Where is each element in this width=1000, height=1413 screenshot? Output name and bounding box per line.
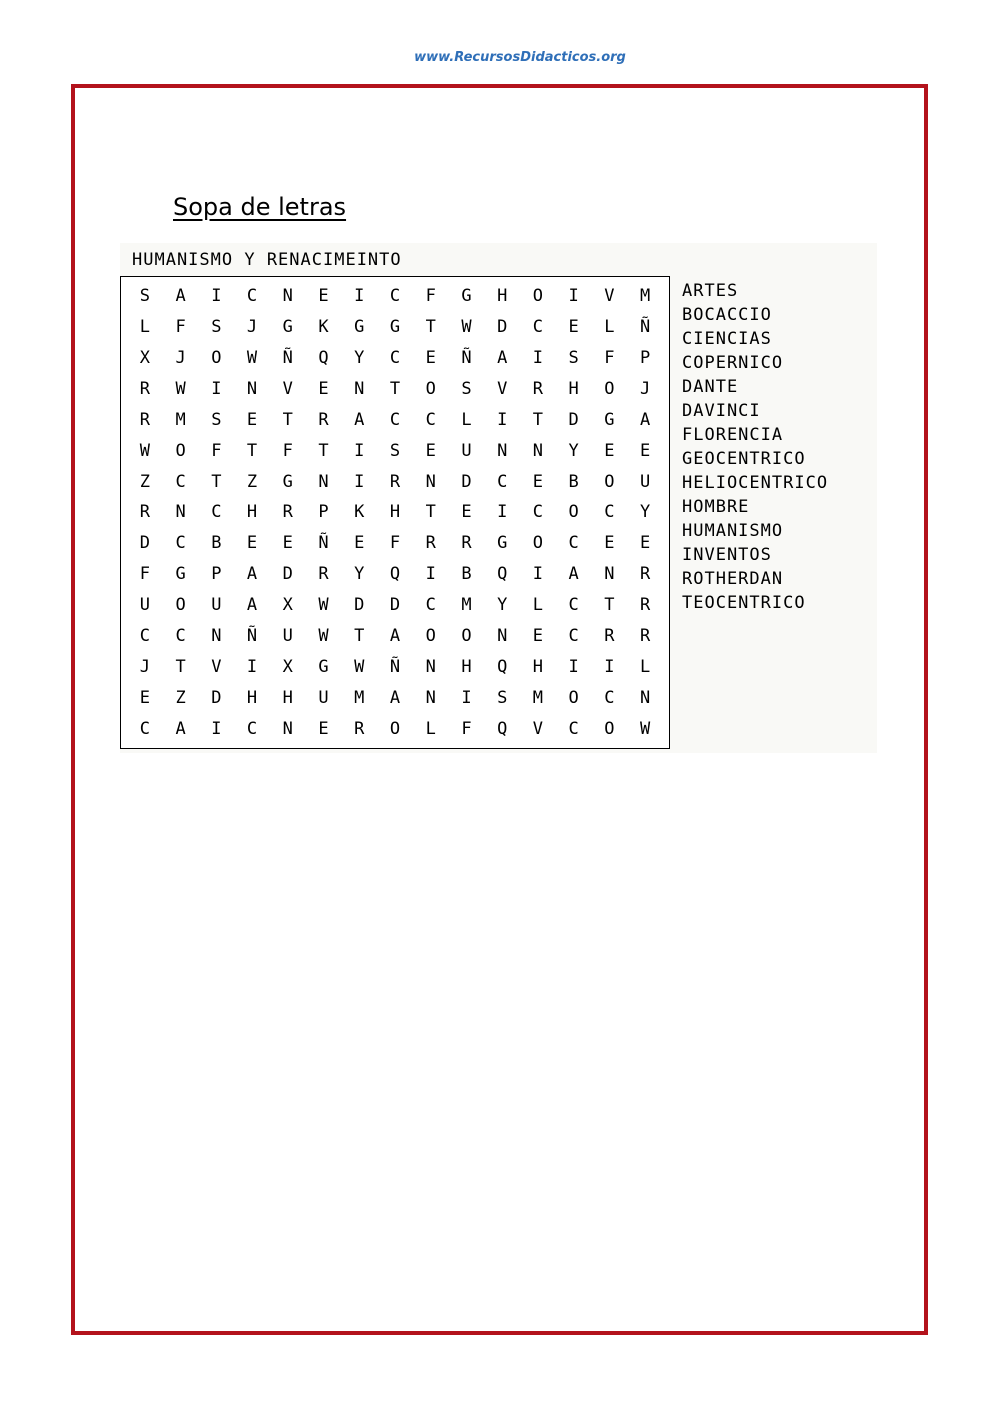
grid-cell: H <box>282 687 293 708</box>
word-list-item: HELIOCENTRICO <box>682 473 829 493</box>
grid-cell: C <box>211 502 222 523</box>
grid-cell: Z <box>175 687 186 708</box>
grid-cell: C <box>175 625 186 646</box>
grid-cell: E <box>640 440 651 461</box>
grid-cell: Q <box>497 718 508 739</box>
grid-cell: H <box>568 379 579 400</box>
grid-cell: O <box>175 595 186 616</box>
grid-cell: V <box>282 379 293 400</box>
word-list-item: CIENCIAS <box>682 329 772 349</box>
grid-cell: G <box>461 286 472 307</box>
grid-cell: Y <box>568 440 579 461</box>
grid-cell: R <box>139 502 150 523</box>
grid-cell: U <box>282 625 293 646</box>
grid-cell: F <box>175 317 186 338</box>
word-list-item: ROTHERDAN <box>682 569 784 589</box>
grid-cell: F <box>389 533 401 554</box>
grid-cell: Q <box>318 348 329 369</box>
grid-cell: W <box>318 625 329 646</box>
grid-cell: J <box>246 317 258 338</box>
grid-cell: N <box>354 379 365 400</box>
grid-cell: T <box>532 409 544 430</box>
grid-cell: T <box>354 625 365 646</box>
grid-cell: N <box>246 379 258 400</box>
grid-cell: G <box>282 317 293 338</box>
word-list-item: INVENTOS <box>682 545 772 565</box>
grid-cell: V <box>497 379 508 400</box>
grid-cell: T <box>604 595 615 616</box>
grid-cell: E <box>425 440 436 461</box>
grid-cell: F <box>425 286 436 307</box>
grid-cell: R <box>532 379 544 400</box>
grid-cell: X <box>282 656 293 677</box>
grid-cell: U <box>640 471 651 492</box>
grid-cell: M <box>532 687 544 708</box>
grid-cell: F <box>461 718 472 739</box>
grid-cell: R <box>389 471 401 492</box>
grid-cell: N <box>211 625 222 646</box>
grid-cell: N <box>175 502 186 523</box>
page-title: Sopa de letras <box>173 193 347 221</box>
grid-cell: C <box>175 471 186 492</box>
grid-cell: C <box>139 625 150 646</box>
grid-cell: E <box>246 533 258 554</box>
grid-cell: S <box>389 440 401 461</box>
grid-cell: S <box>139 286 150 307</box>
grid-cell: R <box>640 564 651 585</box>
grid-cell: I <box>211 379 222 400</box>
grid-cell: A <box>246 564 258 585</box>
grid-cell: T <box>175 656 186 677</box>
grid-cell: H <box>532 656 544 677</box>
word-list-item: FLORENCIA <box>682 425 784 445</box>
grid-cell: M <box>640 286 651 307</box>
grid-cell: C <box>389 348 401 369</box>
grid-cell: A <box>246 595 258 616</box>
grid-cell: R <box>461 533 472 554</box>
grid-cell: S <box>211 317 222 338</box>
grid-cell: N <box>282 286 293 307</box>
grid-cell: O <box>211 348 222 369</box>
grid-cell: K <box>354 502 365 523</box>
grid-cell: C <box>175 533 186 554</box>
grid-cell: E <box>568 317 579 338</box>
grid-cell: H <box>389 502 401 523</box>
grid-cell: D <box>497 317 508 338</box>
grid-cell: E <box>604 533 615 554</box>
grid-cell: M <box>175 409 186 430</box>
grid-cell: O <box>604 379 615 400</box>
letter-grid <box>120 276 670 749</box>
word-list-item: HOMBRE <box>682 497 750 517</box>
grid-cell: B <box>461 564 472 585</box>
grid-cell: G <box>282 471 293 492</box>
grid-cell: R <box>282 502 293 523</box>
grid-cell: S <box>497 687 508 708</box>
grid-cell: R <box>640 625 651 646</box>
grid-cell: E <box>318 718 329 739</box>
grid-cell: S <box>568 348 579 369</box>
grid-cell: U <box>318 687 329 708</box>
grid-cell: I <box>497 502 508 523</box>
grid-cell: N <box>497 625 508 646</box>
word-list-item: DAVINCI <box>682 401 761 421</box>
grid-cell: D <box>139 533 150 554</box>
grid-cell: D <box>568 409 579 430</box>
grid-cell: E <box>139 687 150 708</box>
grid-cell: O <box>175 440 186 461</box>
grid-cell: N <box>425 656 436 677</box>
grid-cell: N <box>282 718 293 739</box>
grid-cell: Ñ <box>640 317 651 338</box>
puzzle-heading: HUMANISMO Y RENACIMEINTO <box>132 250 402 270</box>
grid-cell: A <box>389 687 401 708</box>
grid-cell: H <box>246 502 258 523</box>
grid-cell: H <box>497 286 508 307</box>
grid-cell: A <box>354 409 365 430</box>
grid-cell: P <box>640 348 651 369</box>
grid-cell: T <box>318 440 329 461</box>
grid-cell: Q <box>389 564 401 585</box>
grid-cell: K <box>318 317 329 338</box>
word-list-item: TEOCENTRICO <box>682 593 806 613</box>
grid-cell: I <box>354 471 365 492</box>
site-url-link[interactable]: www.RecursosDidacticos.org <box>414 50 626 65</box>
grid-cell: I <box>246 656 258 677</box>
grid-cell: Ñ <box>461 348 472 369</box>
grid-cell: I <box>461 687 472 708</box>
grid-cell: X <box>282 595 293 616</box>
grid-cell: F <box>211 440 222 461</box>
grid-cell: Z <box>246 471 258 492</box>
grid-cell: G <box>604 409 615 430</box>
grid-cell: L <box>139 317 150 338</box>
grid-cell: N <box>425 471 436 492</box>
grid-cell: R <box>139 379 150 400</box>
grid-cell: N <box>318 471 329 492</box>
grid-cell: A <box>640 409 651 430</box>
grid-cell: I <box>497 409 508 430</box>
grid-cell: M <box>354 687 365 708</box>
grid-cell: U <box>139 595 150 616</box>
grid-cell: N <box>425 687 436 708</box>
word-list-item: COPERNICO <box>682 353 784 373</box>
grid-cell: R <box>318 409 329 430</box>
grid-cell: W <box>139 440 150 461</box>
grid-cell: R <box>318 564 329 585</box>
grid-cell: C <box>568 595 579 616</box>
grid-cell: J <box>139 656 150 677</box>
grid-cell: S <box>211 409 222 430</box>
grid-cell: D <box>461 471 472 492</box>
grid-cell: A <box>175 286 186 307</box>
grid-cell: Z <box>139 471 150 492</box>
word-list-item: DANTE <box>682 377 739 397</box>
grid-cell: H <box>246 687 258 708</box>
grid-cell: C <box>532 317 544 338</box>
grid-cell: W <box>461 317 472 338</box>
grid-cell: V <box>211 656 222 677</box>
grid-cell: Ñ <box>389 656 401 677</box>
grid-cell: A <box>389 625 401 646</box>
grid-cell: O <box>604 471 615 492</box>
grid-cell: B <box>211 533 222 554</box>
grid-cell: W <box>175 379 186 400</box>
grid-cell: N <box>640 687 651 708</box>
grid-cell: Y <box>640 502 651 523</box>
grid-cell: U <box>461 440 472 461</box>
word-list <box>682 279 828 615</box>
grid-cell: G <box>318 656 329 677</box>
grid-cell: I <box>425 564 436 585</box>
grid-cell: E <box>425 348 436 369</box>
grid-cell: I <box>532 348 544 369</box>
word-list-item: HUMANISMO <box>682 521 784 541</box>
grid-cell: E <box>246 409 258 430</box>
grid-cell: C <box>389 409 401 430</box>
grid-cell: V <box>604 286 615 307</box>
grid-cell: C <box>139 718 150 739</box>
grid-cell: Y <box>354 348 365 369</box>
grid-cell: C <box>532 502 544 523</box>
grid-cell: I <box>354 440 365 461</box>
grid-cell: Ñ <box>246 625 258 646</box>
grid-cell: H <box>461 656 472 677</box>
word-list-item: GEOCENTRICO <box>682 449 806 469</box>
grid-cell: I <box>211 286 222 307</box>
grid-cell: P <box>318 502 329 523</box>
grid-cell: O <box>425 625 436 646</box>
grid-cell: O <box>532 533 544 554</box>
grid-cell: D <box>211 687 222 708</box>
grid-cell: E <box>461 502 472 523</box>
grid-cell: O <box>568 687 579 708</box>
grid-cell: T <box>211 471 222 492</box>
grid-cell: G <box>354 317 365 338</box>
grid-cell: T <box>246 440 258 461</box>
grid-cell: O <box>532 286 544 307</box>
grid-cell: F <box>282 440 293 461</box>
grid-cell: I <box>354 286 365 307</box>
grid-cell: N <box>604 564 615 585</box>
grid-cell: I <box>568 286 579 307</box>
grid-cell: Ñ <box>282 348 293 369</box>
grid-cell: O <box>604 718 615 739</box>
grid-cell: W <box>246 348 258 369</box>
grid-cell: R <box>354 718 365 739</box>
grid-cell: L <box>425 718 436 739</box>
grid-cell: C <box>604 687 615 708</box>
word-search-panel <box>120 243 877 753</box>
grid-cell: S <box>461 379 472 400</box>
grid-cell: N <box>497 440 508 461</box>
word-list-item: ARTES <box>682 281 739 301</box>
grid-cell: I <box>568 656 579 677</box>
grid-cell: C <box>425 595 436 616</box>
grid-cell: I <box>211 718 222 739</box>
grid-cell: E <box>532 471 544 492</box>
grid-cell: C <box>497 471 508 492</box>
grid-cell: C <box>389 286 401 307</box>
grid-cell: L <box>640 656 651 677</box>
grid-cell: N <box>532 440 544 461</box>
grid-cell: D <box>389 595 401 616</box>
grid-cell: T <box>282 409 293 430</box>
grid-cell: I <box>604 656 615 677</box>
grid-cell: R <box>640 595 651 616</box>
grid-cell: G <box>175 564 186 585</box>
grid-cell: C <box>604 502 615 523</box>
word-list-item: BOCACCIO <box>682 305 772 325</box>
grid-cell: G <box>497 533 508 554</box>
grid-cell: E <box>354 533 365 554</box>
grid-cell: Q <box>497 564 508 585</box>
grid-cell: R <box>425 533 436 554</box>
grid-cell: C <box>246 718 258 739</box>
grid-cell: L <box>461 409 472 430</box>
grid-cell: C <box>568 533 579 554</box>
grid-cell: I <box>532 564 544 585</box>
grid-cell: L <box>604 317 615 338</box>
grid-cell: A <box>497 348 508 369</box>
grid-cell: W <box>318 595 329 616</box>
grid-cell: E <box>282 533 293 554</box>
grid-cell: F <box>604 348 615 369</box>
grid-cell: W <box>640 718 651 739</box>
grid-cell: A <box>568 564 579 585</box>
grid-cell: D <box>354 595 365 616</box>
grid-cell: A <box>175 718 186 739</box>
grid-cell: T <box>425 317 436 338</box>
grid-cell: R <box>139 409 150 430</box>
grid-cell: C <box>246 286 258 307</box>
grid-cell: J <box>175 348 186 369</box>
grid-cell: T <box>425 502 436 523</box>
grid-cell: E <box>318 286 329 307</box>
grid-cell: W <box>354 656 365 677</box>
grid-cell: Q <box>497 656 508 677</box>
grid-cell: O <box>425 379 436 400</box>
grid-cell: E <box>532 625 544 646</box>
grid-cell: O <box>461 625 472 646</box>
grid-cell: V <box>532 718 544 739</box>
grid-cell: X <box>139 348 150 369</box>
grid-cell: Y <box>497 595 508 616</box>
grid-cell: C <box>568 625 579 646</box>
grid-cell: E <box>604 440 615 461</box>
grid-cell: Y <box>354 564 365 585</box>
grid-cell: G <box>389 317 401 338</box>
grid-cell: E <box>640 533 651 554</box>
grid-cell: P <box>211 564 222 585</box>
grid-cell: F <box>139 564 150 585</box>
grid-cell: L <box>532 595 544 616</box>
grid-cell: M <box>461 595 472 616</box>
grid-cell: C <box>425 409 436 430</box>
grid-cell: B <box>568 471 579 492</box>
grid-cell: O <box>568 502 579 523</box>
grid-cell: T <box>389 379 401 400</box>
grid-cell: R <box>604 625 615 646</box>
grid-cell: O <box>389 718 401 739</box>
grid-cell: Ñ <box>318 533 329 554</box>
grid-cell: D <box>282 564 293 585</box>
grid-cell: E <box>318 379 329 400</box>
grid-cell: C <box>568 718 579 739</box>
grid-cell: U <box>211 595 222 616</box>
grid-cell: J <box>640 379 651 400</box>
